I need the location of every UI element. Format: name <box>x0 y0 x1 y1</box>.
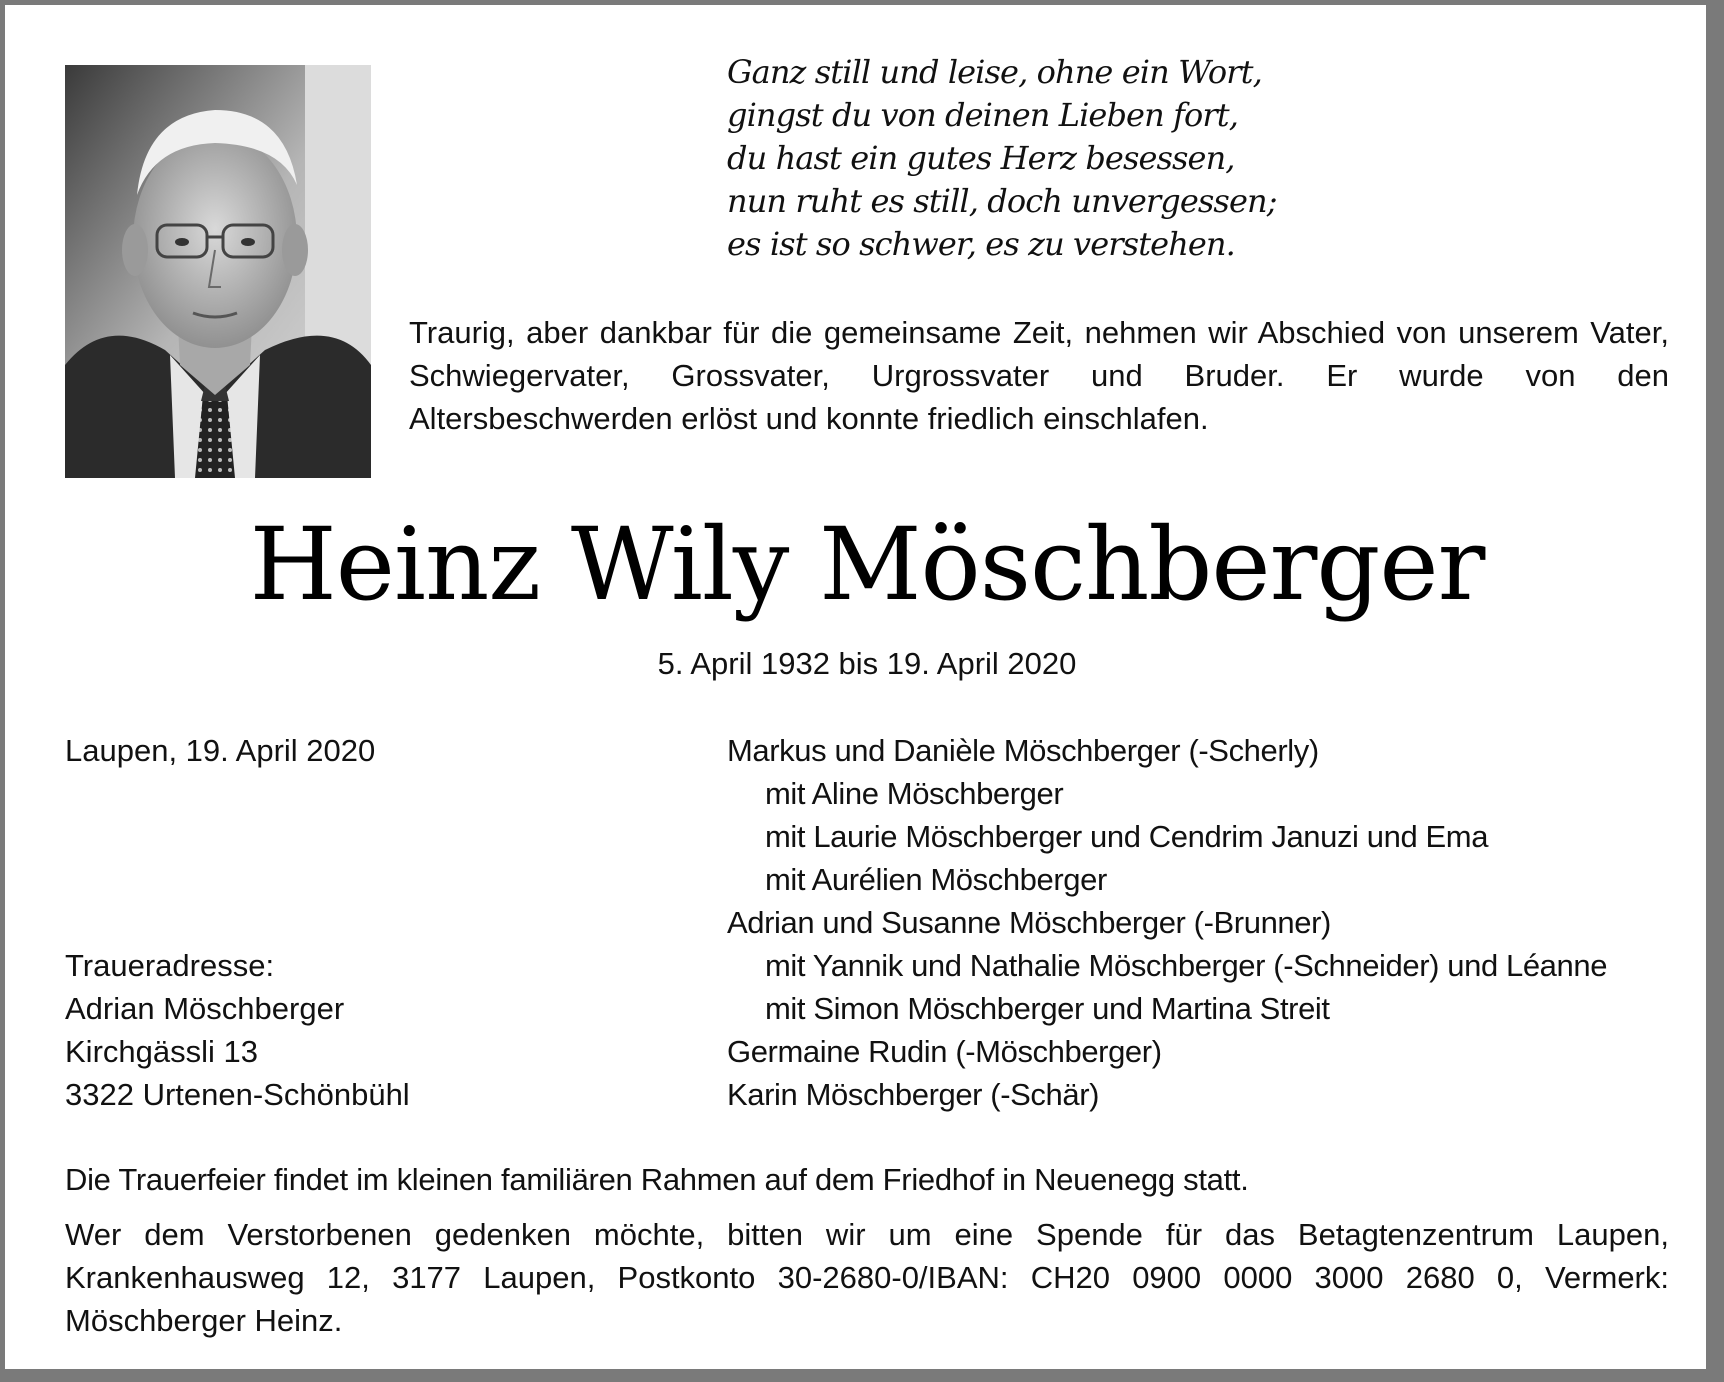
portrait-photo <box>65 65 371 478</box>
family-list <box>727 729 1607 1116</box>
family-member: mit Aline Möschberger <box>765 776 1064 811</box>
address-name: Adrian Möschberger <box>65 991 345 1026</box>
poem-line: Ganz still und leise, ohne ein Wort, <box>727 53 1262 91</box>
ceremony-notice: Die Trauerfeier findet im kleinen familiären Rahmen auf dem Friedhof in Neuenegg statt. <box>65 1162 1249 1197</box>
memorial-poem <box>727 51 1427 266</box>
deceased-name: Heinz Wily Möschberger <box>249 506 1485 623</box>
family-member: mit Simon Möschberger und Martina Streit <box>765 991 1330 1026</box>
intro-paragraph: Traurig, aber dankbar für die gemeinsame Zeit, nehmen wir Abschied von unserem Vater, Schwiegervater, Grossvater, Urgrossvater und Bruder. Er wurde von den Altersbeschwerden erlöst und konnte friedlich einschlafen. <box>409 315 1669 436</box>
donation-notice: Wer dem Verstorbenen gedenken möchte, bitten wir um eine Spende für das Betagtenzentrum Laupen, Krankenhausweg 12, 3177 Laupen, Postkonto 30-2680-0/IBAN: CH20 0900 0000 3000 2680 0, Vermerk: Möschberger Heinz. <box>65 1217 1669 1338</box>
mourning-address <box>65 944 410 1116</box>
family-member: Germaine Rudin (-Möschberger) <box>727 1034 1162 1069</box>
family-member: mit Aurélien Möschberger <box>765 862 1107 897</box>
left-column <box>65 729 410 1112</box>
family-member: Adrian und Susanne Möschberger (-Brunner) <box>727 905 1331 940</box>
family-member: mit Yannik und Nathalie Möschberger (-Schneider) und Léanne <box>765 948 1608 983</box>
family-member: Markus und Danièle Möschberger (-Scherly) <box>727 733 1319 768</box>
poem-line: nun ruht es still, doch unvergessen; <box>727 182 1277 220</box>
address-city: 3322 Urtenen-Schönbühl <box>65 1077 410 1112</box>
poem-line: gingst du von deinen Lieben fort, <box>727 96 1239 134</box>
poem-line: du hast ein gutes Herz besessen, <box>727 139 1235 177</box>
family-member: Karin Möschberger (-Schär) <box>727 1077 1100 1112</box>
life-dates: 5. April 1932 bis 19. April 2020 <box>657 646 1077 681</box>
address-heading: Traueradresse: <box>65 948 275 983</box>
poem-line: es ist so schwer, es zu verstehen. <box>727 225 1235 263</box>
place-date: Laupen, 19. April 2020 <box>65 733 376 768</box>
family-member: mit Laurie Möschberger und Cendrim Januzi und Ema <box>765 819 1489 854</box>
address-street: Kirchgässli 13 <box>65 1034 258 1069</box>
